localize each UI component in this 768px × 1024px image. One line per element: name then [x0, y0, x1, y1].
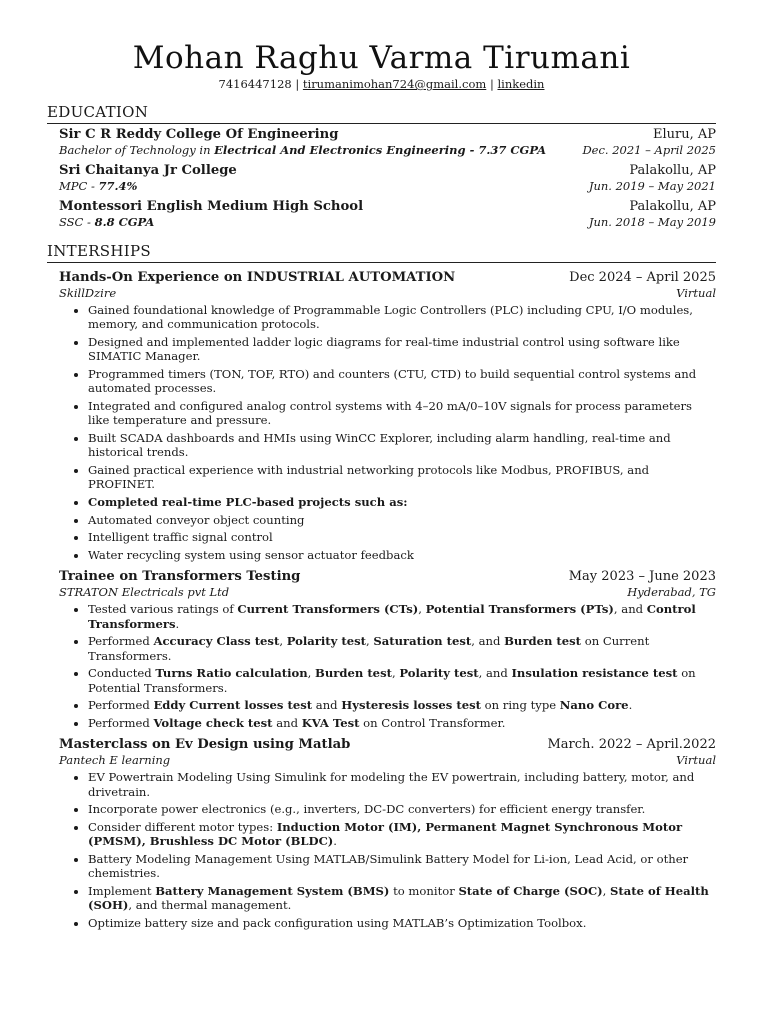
bullet-item: • Completed real-time PLC-based projects such as: [88, 495, 716, 509]
school-name: Sri Chaitanya Jr College [59, 163, 237, 178]
bullet-item: • Built SCADA dashboards and HMIs using WinCC Explorer, including alarm handling, real-time and historical trends. [88, 431, 716, 460]
bullet-item: • Performed Voltage check test and KVA Test on Control Transformer. [88, 716, 716, 730]
internship-location: Virtual [676, 286, 716, 300]
education-entry [59, 162, 716, 194]
internship-entry [59, 568, 716, 730]
bullet-item: • Battery Modeling Management Using MATLAB/Simulink Battery Model for Li-ion, Lead Acid, or other chemistries. [88, 852, 716, 881]
internship-location: Virtual [676, 753, 716, 768]
degree-info: SSC - 8.8 CGPA [59, 215, 155, 229]
internship-role: Hands-On Experience on INDUSTRIAL AUTOMATION [59, 270, 456, 285]
education-list [47, 126, 716, 230]
bullet-item: • Optimize battery size and pack configuration using MATLAB’s Optimization Toolbox. [88, 916, 716, 930]
internships-heading: INTERSHIPS [47, 243, 716, 263]
bullet-item: • Intelligent traffic signal control [88, 530, 716, 544]
candidate-name: Mohan Raghu Varma Tirumani [132, 40, 631, 76]
internship-dates: Dec 2024 – April 2025 [569, 270, 716, 285]
internship-dates: May 2023 – June 2023 [568, 569, 716, 585]
bullet-item: • Consider different motor types: Induction Motor (IM), Permanent Magnet Synchronous Motor (PMSM), Brushless DC Motor (BLDC). [88, 820, 716, 849]
degree-info: MPC - 77.4% [59, 179, 138, 193]
bullet-item: • Gained practical experience with industrial networking protocols like Modbus, PROFIBUS, and PROFINET. [88, 463, 716, 492]
bullet-item: • Incorporate power electronics (e.g., inverters, DC-DC converters) for efficient energy transfer. [88, 802, 716, 816]
linkedin-link[interactable]: linkedin [497, 77, 545, 91]
bullet-item: • Water recycling system using sensor actuator feedback [88, 548, 716, 562]
school-location: Palakollu, AP [629, 199, 716, 214]
company-name: SkillDzire [59, 286, 117, 300]
education-entry [59, 198, 716, 230]
school-name: Montessori English Medium High School [59, 199, 364, 214]
internship-role: Trainee on Transformers Testing [59, 569, 301, 585]
bullet-list [59, 602, 716, 730]
school-location: Eluru, AP [652, 127, 716, 142]
bullet-item: • Performed Eddy Current losses test and Hysteresis losses test on ring type Nano Core. [88, 698, 716, 712]
separator: | [486, 77, 498, 91]
internship-dates: March. 2022 – April.2022 [547, 737, 716, 753]
separator: | [291, 77, 303, 91]
degree-info: Bachelor of Technology in Electrical And Electronics Engineering - 7.37 CGPA [59, 143, 547, 157]
school-location: Palakollu, AP [629, 163, 716, 178]
internship-entry [59, 269, 716, 562]
bullet-item: • Implement Battery Management System (BMS) to monitor State of Charge (SOC), State of Health (SOH), and thermal management. [88, 884, 716, 913]
bullet-list [59, 770, 716, 930]
internship-entry [59, 736, 716, 930]
school-name: Sir C R Reddy College Of Engineering [59, 127, 339, 142]
company-name: Pantech E learning [59, 753, 171, 768]
internships-list [47, 269, 716, 930]
bullet-item: • Automated conveyor object counting [88, 513, 716, 527]
education-entry [59, 126, 716, 158]
email-link[interactable]: tirumanimohan724@gmail.com [302, 77, 487, 91]
internship-role: Masterclass on Ev Design using Matlab [59, 737, 351, 753]
bullet-item: • EV Powertrain Modeling Using Simulink for modeling the EV powertrain, including battery, motor, and drivetrain. [88, 770, 716, 799]
bullet-item: • Integrated and configured analog control systems with 4–20 mA/0–10V signals for process parameters like temperature and pressure. [88, 399, 716, 428]
contact-line [47, 77, 716, 91]
company-name: STRATON Electricals pvt Ltd [59, 585, 230, 600]
bullet-item: • Conducted Turns Ratio calculation, Burden test, Polarity test, and Insulation resistance test on Potential Transformers. [88, 666, 716, 695]
internship-location: Hyderabad, TG [627, 585, 716, 600]
bullet-item: • Tested various ratings of Current Transformers (CTs), Potential Transformers (PTs), and Control Transformers. [88, 602, 716, 631]
bullet-item: • Performed Accuracy Class test, Polarity test, Saturation test, and Burden test on Current Transformers. [88, 634, 716, 663]
phone-number: 7416447128 [218, 77, 292, 91]
bullet-list [59, 303, 716, 562]
education-heading: EDUCATION [47, 104, 716, 124]
education-dates: Jun. 2018 – May 2019 [588, 215, 716, 229]
education-dates: Dec. 2021 – April 2025 [582, 143, 716, 157]
bullet-item: • Designed and implemented ladder logic diagrams for real-time industrial control using software like SIMATIC Manager. [88, 335, 716, 364]
bullet-item: • Programmed timers (TON, TOF, RTO) and counters (CTU, CTD) to build sequential control systems and automated processes. [88, 367, 716, 396]
education-dates: Jun. 2019 – May 2021 [588, 179, 716, 193]
bullet-item: • Gained foundational knowledge of Programmable Logic Controllers (PLC) including CPU, I/O modules, memory, and communication protocols. [88, 303, 716, 332]
